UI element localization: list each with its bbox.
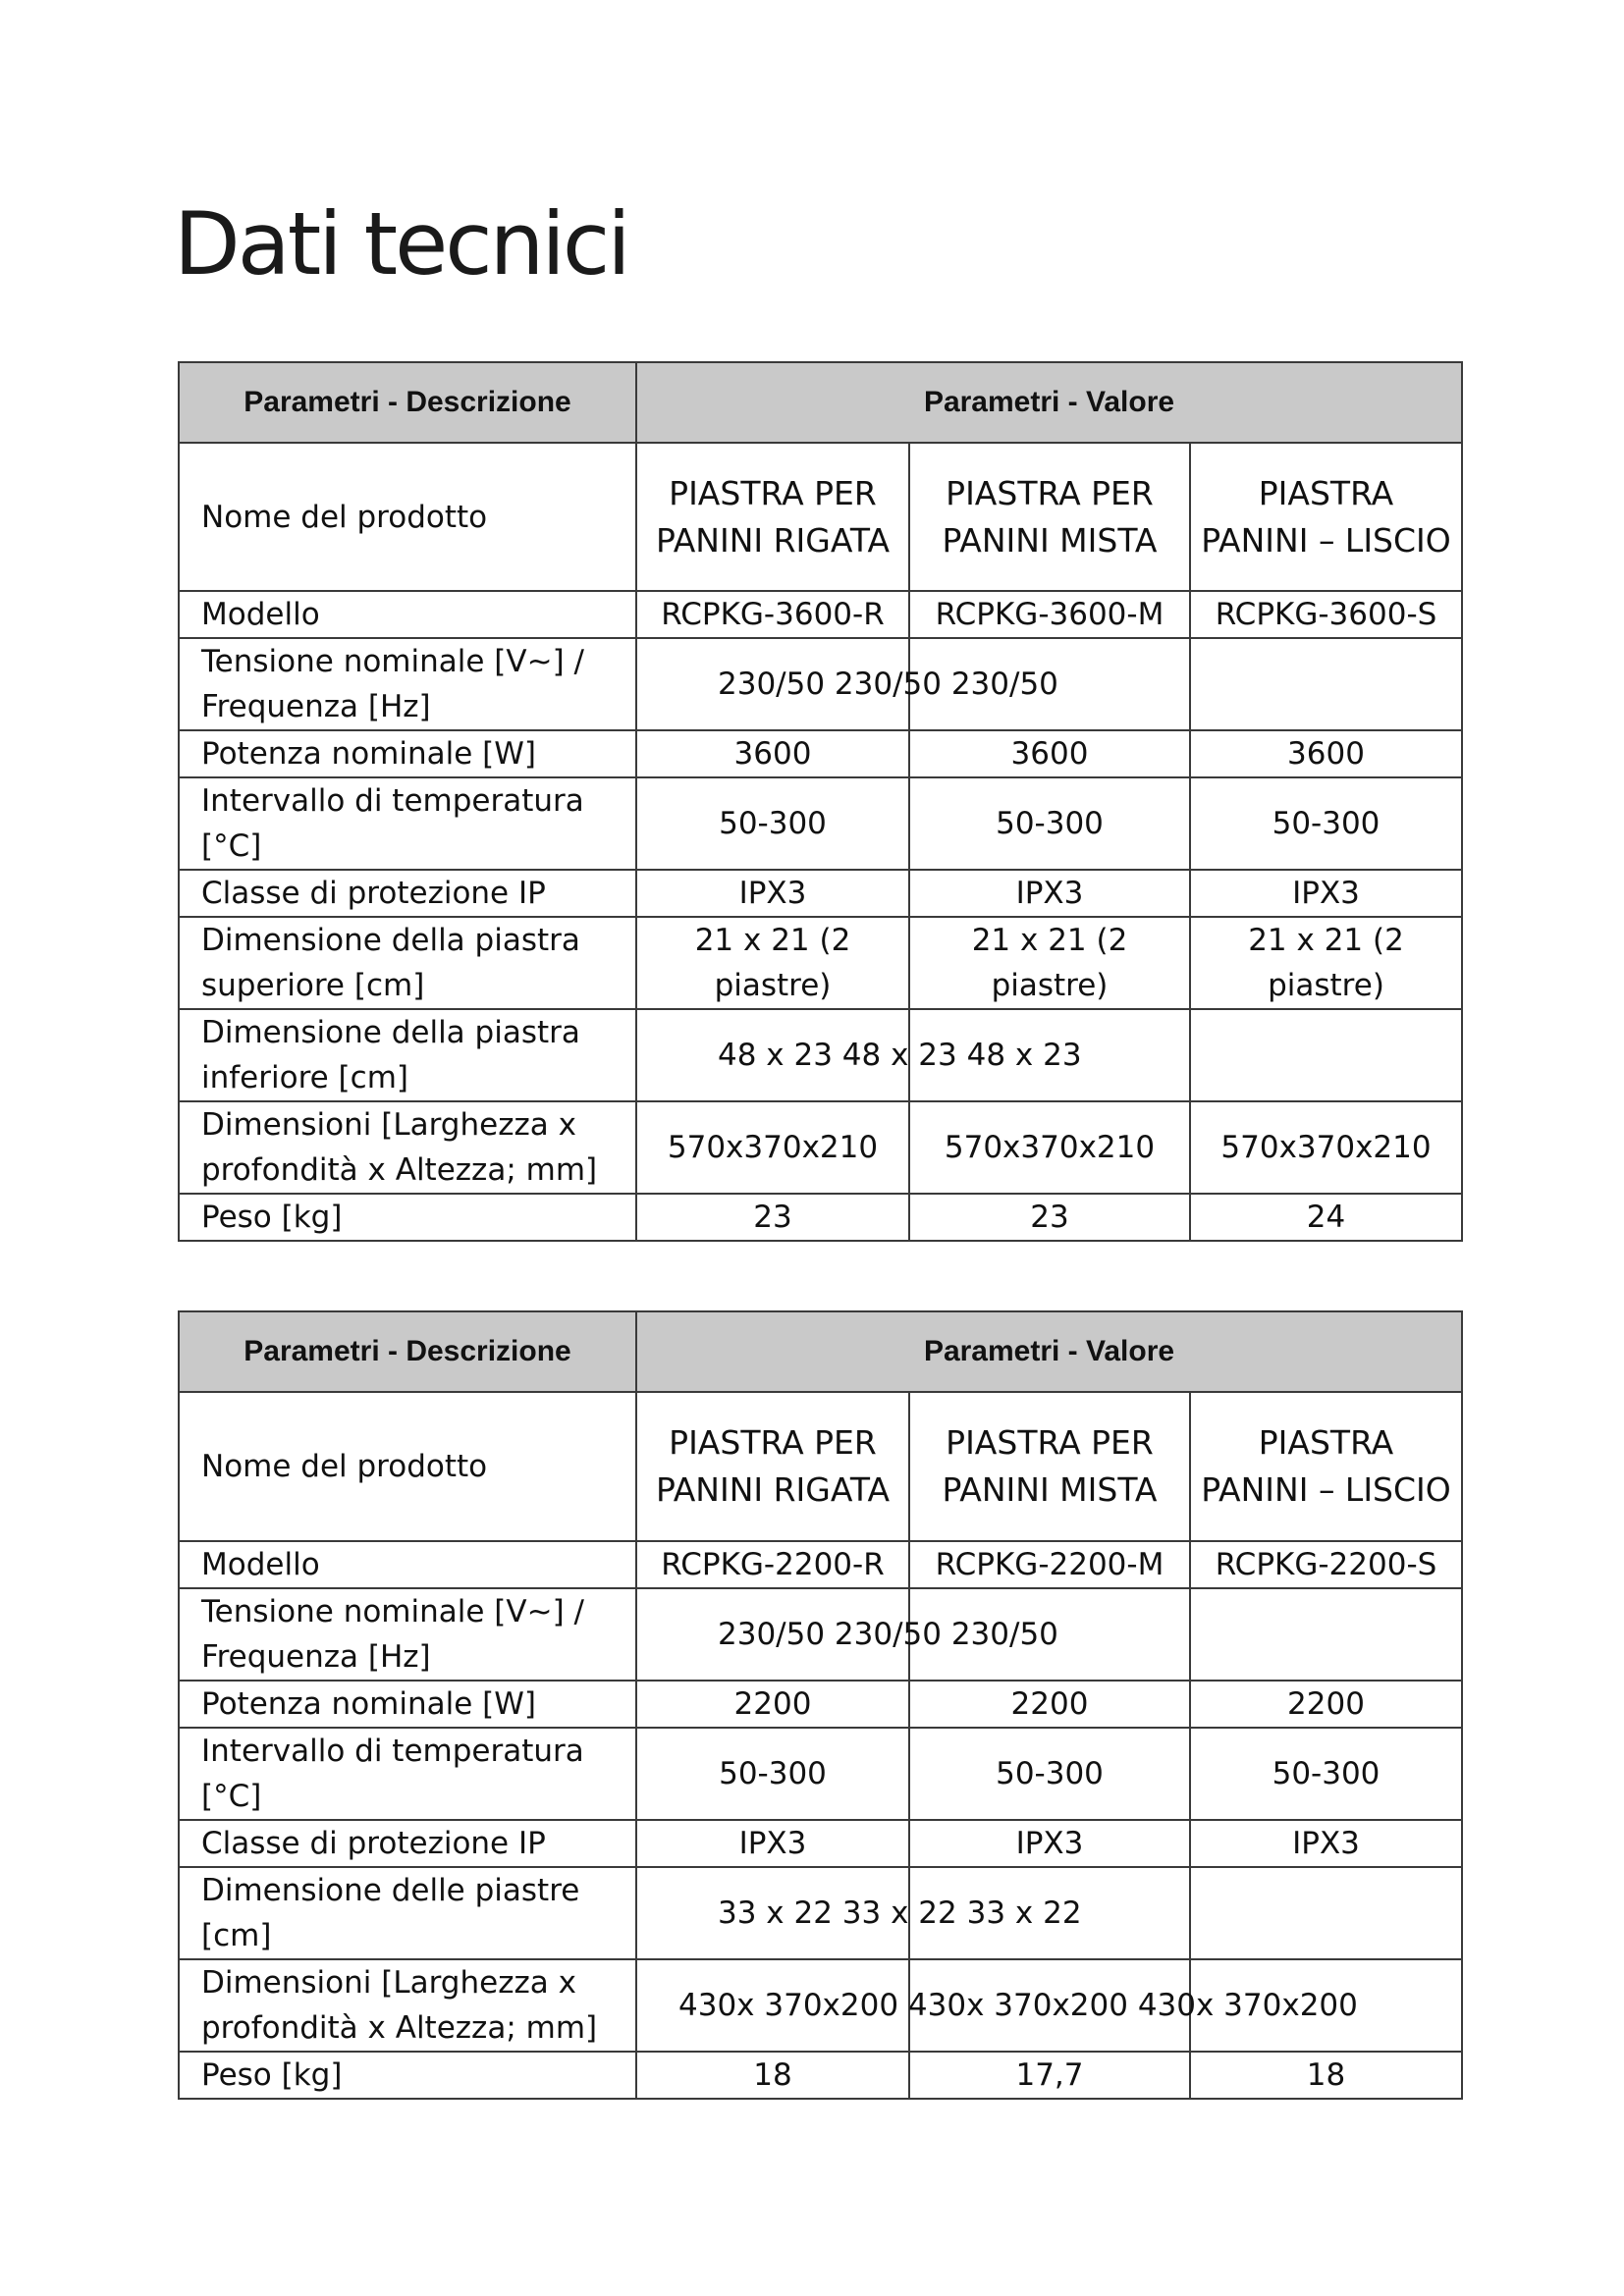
spec-table-3600 — [178, 361, 1463, 1242]
product-name-rigata: PIASTRA PER PANINI RIGATA — [636, 443, 909, 591]
dimensions-m: 570x370x210 — [909, 1101, 1190, 1194]
table-row-plates — [179, 1867, 1462, 1959]
ip-class-m: IPX3 — [909, 1820, 1190, 1867]
model-m: RCPKG-3600-M — [909, 591, 1190, 638]
header-value: Parametri - Valore — [636, 362, 1462, 443]
header-description: Parametri - Descrizione — [179, 362, 636, 443]
empty-cell — [1190, 1588, 1462, 1681]
voltage-values: 230/50 230/50 230/50 — [636, 638, 909, 730]
table-row-weight — [179, 2052, 1462, 2099]
weight-r: 18 — [636, 2052, 909, 2099]
product-name-liscio: PIASTRA PANINI – LISCIO — [1190, 443, 1462, 591]
weight-s: 24 — [1190, 1194, 1462, 1241]
upper-plate-r: 21 x 21 (2 piastre) — [636, 917, 909, 1009]
row-label: Modello — [179, 591, 636, 638]
row-label: Modello — [179, 1541, 636, 1588]
table-row-dimensions — [179, 1959, 1462, 2052]
power-r: 2200 — [636, 1681, 909, 1728]
table-row-ip-class — [179, 1820, 1462, 1867]
weight-s: 18 — [1190, 2052, 1462, 2099]
row-label: Dimensioni [Larghezza x profondità x Altezza; mm] — [179, 1101, 636, 1194]
model-r: RCPKG-3600-R — [636, 591, 909, 638]
power-s: 3600 — [1190, 730, 1462, 777]
row-label: Classe di protezione IP — [179, 1820, 636, 1867]
row-label: Tensione nominale [V~] / Frequenza [Hz] — [179, 638, 636, 730]
table-row-weight — [179, 1194, 1462, 1241]
table-row-product-name — [179, 1392, 1462, 1541]
table-row-voltage — [179, 638, 1462, 730]
model-s: RCPKG-2200-S — [1190, 1541, 1462, 1588]
table-row-lower-plate — [179, 1009, 1462, 1101]
model-r: RCPKG-2200-R — [636, 1541, 909, 1588]
model-m: RCPKG-2200-M — [909, 1541, 1190, 1588]
temperature-r: 50-300 — [636, 1728, 909, 1820]
row-label: Dimensione della piastra inferiore [cm] — [179, 1009, 636, 1101]
model-s: RCPKG-3600-S — [1190, 591, 1462, 638]
ip-class-r: IPX3 — [636, 870, 909, 917]
dimensions-s: 570x370x210 — [1190, 1101, 1462, 1194]
row-label: Classe di protezione IP — [179, 870, 636, 917]
table-row-ip-class — [179, 870, 1462, 917]
row-label: Intervallo di temperatura [°C] — [179, 777, 636, 870]
upper-plate-m: 21 x 21 (2 piastre) — [909, 917, 1190, 1009]
product-name-liscio: PIASTRA PANINI – LISCIO — [1190, 1392, 1462, 1541]
temperature-m: 50-300 — [909, 1728, 1190, 1820]
page-title: Dati tecnici — [174, 193, 628, 294]
weight-m: 17,7 — [909, 2052, 1190, 2099]
row-label: Potenza nominale [W] — [179, 730, 636, 777]
row-label: Dimensioni [Larghezza x profondità x Altezza; mm] — [179, 1959, 636, 2052]
table-row-temperature — [179, 777, 1462, 870]
spec-table-2200 — [178, 1310, 1463, 2100]
upper-plate-s: 21 x 21 (2 piastre) — [1190, 917, 1462, 1009]
header-description: Parametri - Descrizione — [179, 1311, 636, 1392]
product-name-mista: PIASTRA PER PANINI MISTA — [909, 443, 1190, 591]
empty-cell — [1190, 1867, 1462, 1959]
row-label: Nome del prodotto — [179, 443, 636, 591]
ip-class-s: IPX3 — [1190, 870, 1462, 917]
table-row-model — [179, 1541, 1462, 1588]
table-row-power — [179, 1681, 1462, 1728]
row-label: Potenza nominale [W] — [179, 1681, 636, 1728]
header-value: Parametri - Valore — [636, 1311, 1462, 1392]
voltage-values: 230/50 230/50 230/50 — [636, 1588, 909, 1681]
weight-r: 23 — [636, 1194, 909, 1241]
table-row-model — [179, 591, 1462, 638]
power-s: 2200 — [1190, 1681, 1462, 1728]
temperature-s: 50-300 — [1190, 1728, 1462, 1820]
power-r: 3600 — [636, 730, 909, 777]
table-row-upper-plate — [179, 917, 1462, 1009]
ip-class-r: IPX3 — [636, 1820, 909, 1867]
table-row-voltage — [179, 1588, 1462, 1681]
lower-plate-values: 48 x 23 48 x 23 48 x 23 — [636, 1009, 909, 1101]
power-m: 3600 — [909, 730, 1190, 777]
ip-class-s: IPX3 — [1190, 1820, 1462, 1867]
row-label: Intervallo di temperatura [°C] — [179, 1728, 636, 1820]
product-name-rigata: PIASTRA PER PANINI RIGATA — [636, 1392, 909, 1541]
dimensions-values: 430x 370x200 430x 370x200 430x 370x200 — [636, 1959, 909, 2052]
row-label: Tensione nominale [V~] / Frequenza [Hz] — [179, 1588, 636, 1681]
table-row-product-name — [179, 443, 1462, 591]
ip-class-m: IPX3 — [909, 870, 1190, 917]
power-m: 2200 — [909, 1681, 1190, 1728]
empty-cell — [1190, 1009, 1462, 1101]
weight-m: 23 — [909, 1194, 1190, 1241]
temperature-m: 50-300 — [909, 777, 1190, 870]
table-row-power — [179, 730, 1462, 777]
table-row-temperature — [179, 1728, 1462, 1820]
temperature-s: 50-300 — [1190, 777, 1462, 870]
row-label: Peso [kg] — [179, 1194, 636, 1241]
product-name-mista: PIASTRA PER PANINI MISTA — [909, 1392, 1190, 1541]
temperature-r: 50-300 — [636, 777, 909, 870]
table-header-row — [179, 1311, 1462, 1392]
row-label: Nome del prodotto — [179, 1392, 636, 1541]
row-label: Dimensione delle piastre [cm] — [179, 1867, 636, 1959]
row-label: Peso [kg] — [179, 2052, 636, 2099]
row-label: Dimensione della piastra superiore [cm] — [179, 917, 636, 1009]
plates-values: 33 x 22 33 x 22 33 x 22 — [636, 1867, 909, 1959]
table-row-dimensions — [179, 1101, 1462, 1194]
table-header-row — [179, 362, 1462, 443]
empty-cell — [1190, 638, 1462, 730]
dimensions-r: 570x370x210 — [636, 1101, 909, 1194]
